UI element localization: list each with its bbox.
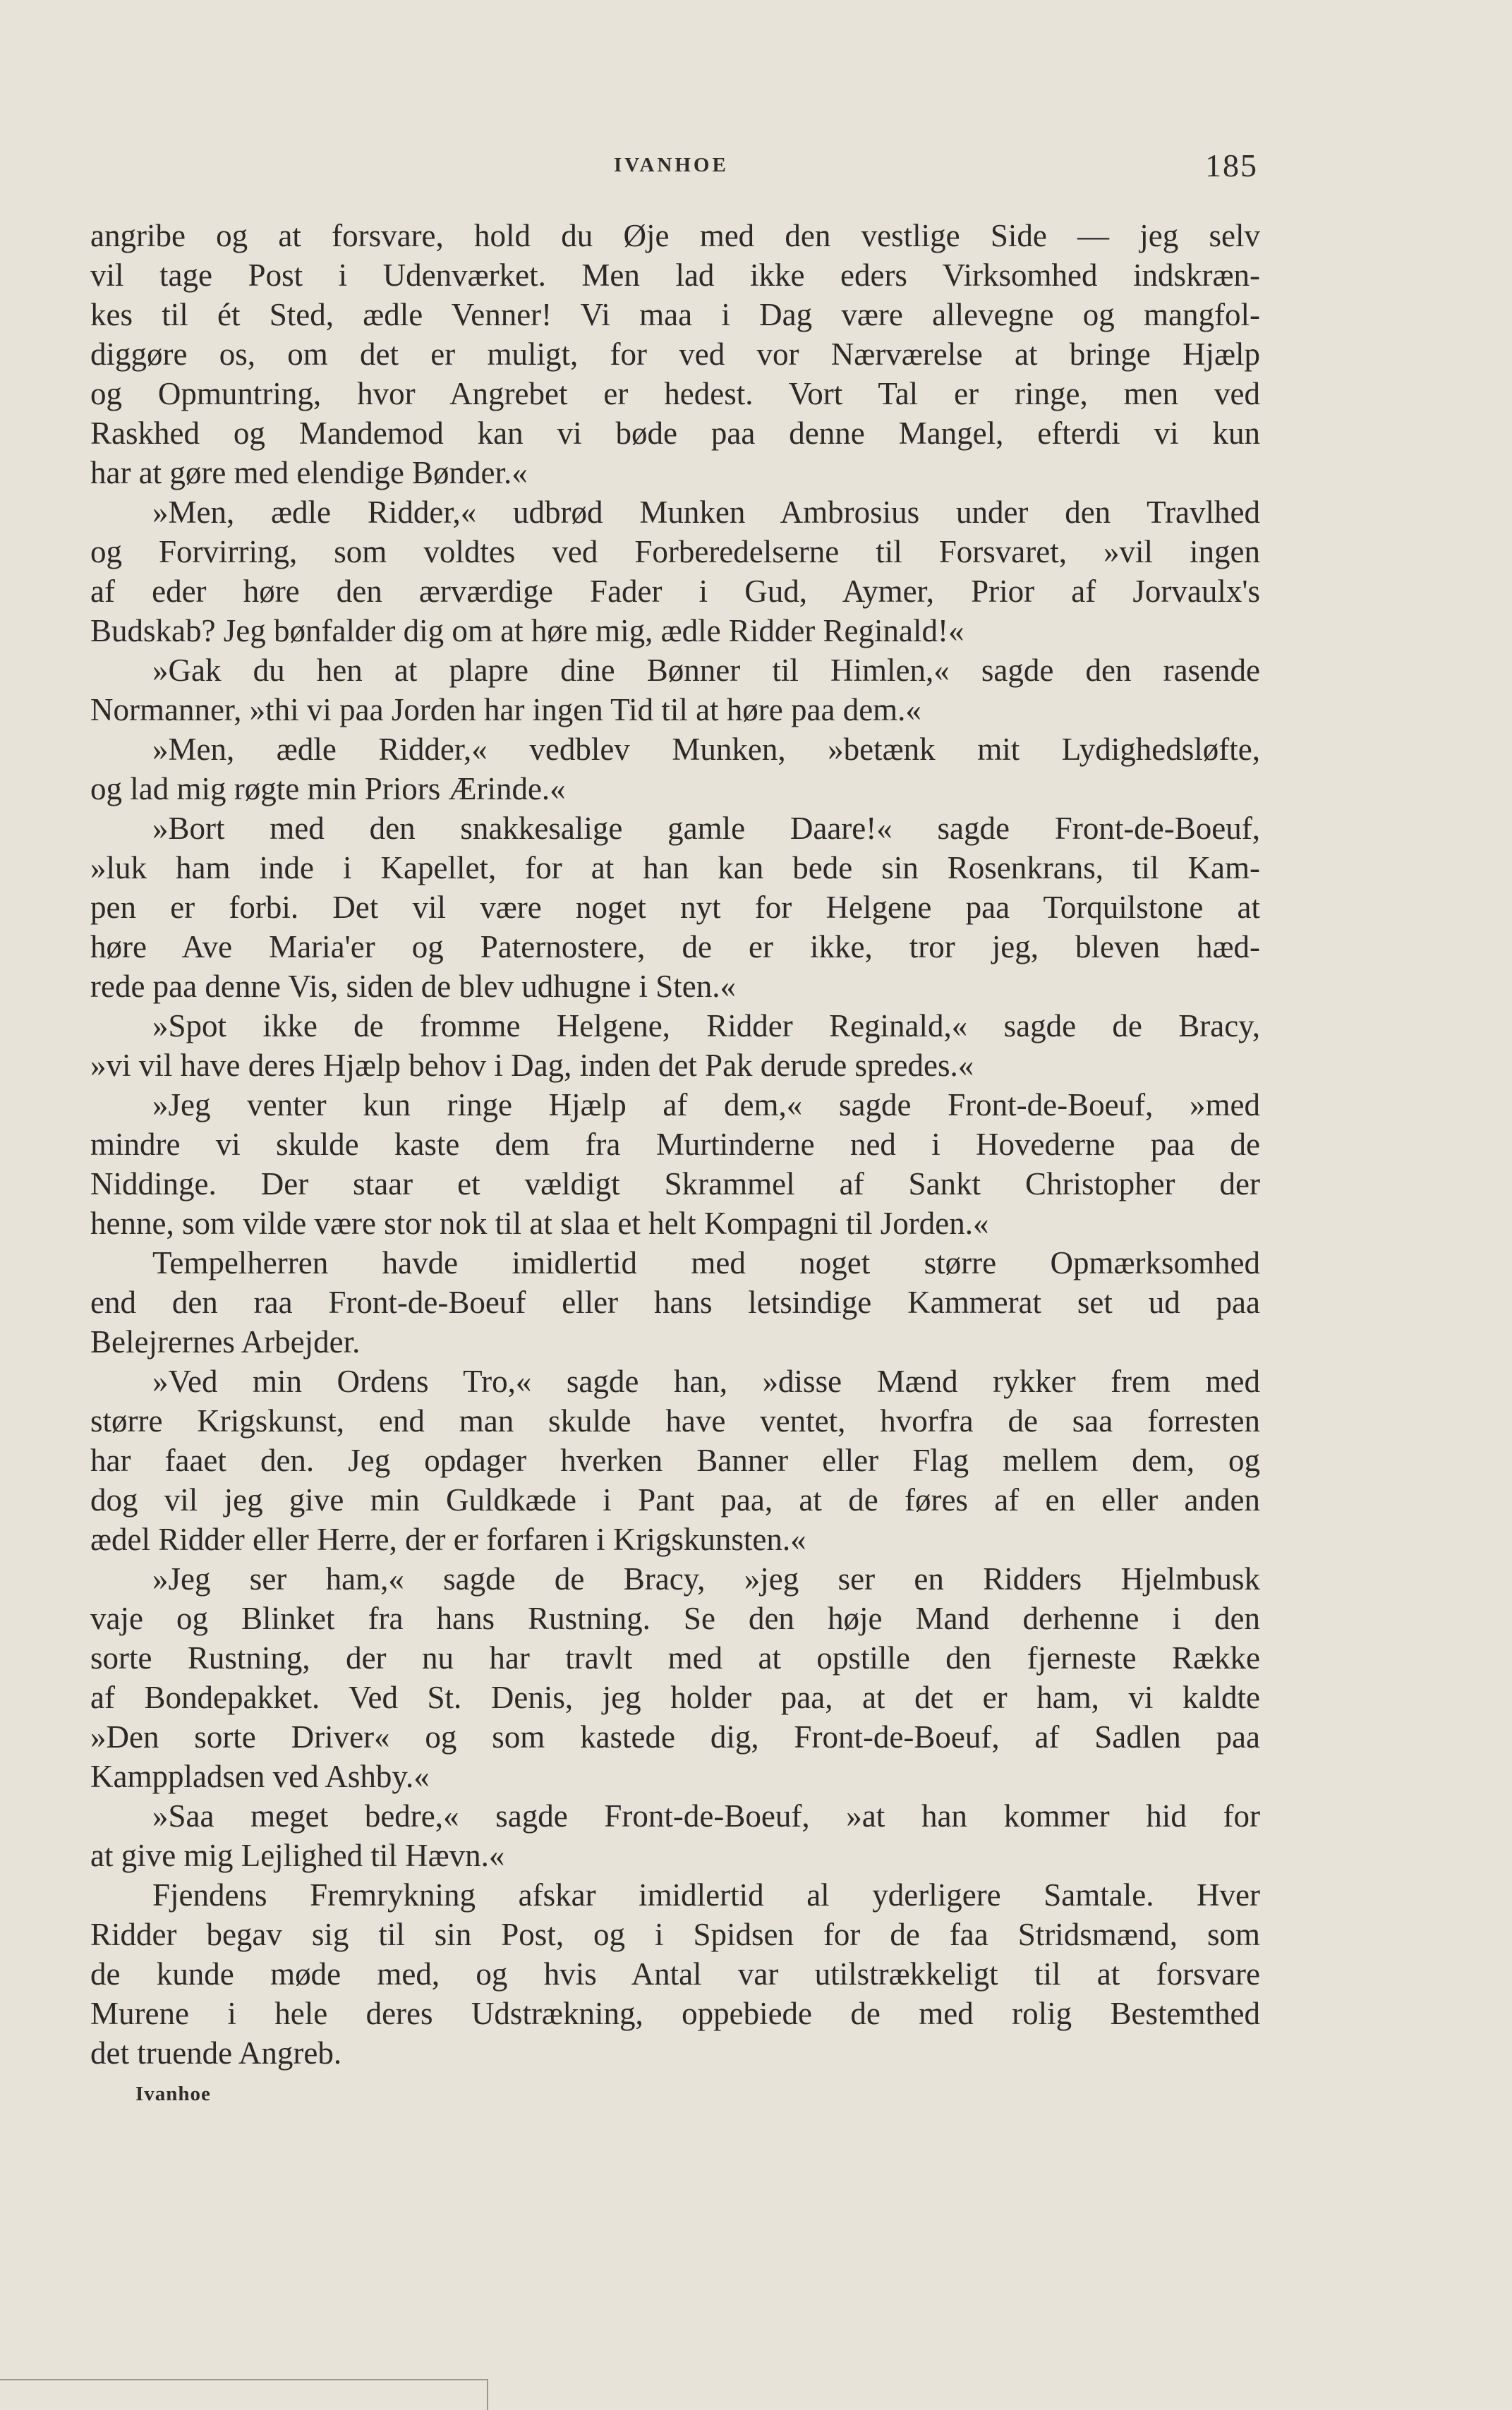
- text-line: pen er forbi. Det vil være noget nyt for Helgene paa Torquilstone at: [90, 890, 1260, 925]
- scan-edge-line-vertical: [487, 2379, 488, 2410]
- text-line: Fjendens Fremrykning afskar imidlertid al yderligere Samtale. Hver: [152, 1877, 1260, 1913]
- text-line: Tempelherren havde imidlertid med noget større Opmærksomhed: [152, 1245, 1260, 1280]
- scan-edge-line: [0, 2379, 487, 2380]
- text-line: diggøre os, om det er muligt, for ved vor Nærværelse at bringe Hjælp: [90, 337, 1260, 372]
- text-line: henne, som vilde være stor nok til at slaa et helt Kompagni til Jorden.«: [90, 1206, 989, 1241]
- text-line: »vi vil have deres Hjælp behov i Dag, inden det Pak derude spredes.«: [90, 1048, 974, 1083]
- text-line: Normanner, »thi vi paa Jorden har ingen Tid til at høre paa dem.«: [90, 692, 921, 727]
- running-title: IVANHOE: [614, 154, 729, 176]
- text-line: mindre vi skulde kaste dem fra Murtinderne ned i Hovederne paa de: [90, 1127, 1260, 1162]
- body-text: [90, 216, 1260, 2073]
- page-number: 185: [1205, 147, 1258, 183]
- text-line: vil tage Post i Udenværket. Men lad ikke eders Virksomhed indskræn-: [90, 258, 1260, 293]
- text-line: og lad mig røgte min Priors Ærinde.«: [90, 771, 566, 806]
- text-line: »Spot ikke de fromme Helgene, Ridder Reginald,« sagde de Bracy,: [152, 1008, 1260, 1043]
- text-line: kes til ét Sted, ædle Venner! Vi maa i Dag være allevegne og mangfol-: [90, 297, 1260, 332]
- text-line: Niddinge. Der staar et vældigt Skrammel af Sankt Christopher der: [90, 1166, 1260, 1201]
- text-line: og Forvirring, som voldtes ved Forberedelserne til Forsvaret, »vil ingen: [90, 534, 1260, 569]
- text-line: »Jeg venter kun ringe Hjælp af dem,« sagde Front-de-Boeuf, »med: [152, 1087, 1260, 1122]
- text-line: end den raa Front-de-Boeuf eller hans letsindige Kammerat set ud paa: [90, 1285, 1260, 1320]
- text-line: »Jeg ser ham,« sagde de Bracy, »jeg ser en Ridders Hjelmbusk: [152, 1561, 1260, 1597]
- text-line: »Men, ædle Ridder,« udbrød Munken Ambrosius under den Travlhed: [152, 495, 1260, 530]
- text-line: ædel Ridder eller Herre, der er forfaren i Krigskunsten.«: [90, 1522, 806, 1557]
- text-line: af eder høre den ærværdige Fader i Gud, Aymer, Prior af Jorvaulx's: [90, 574, 1260, 609]
- text-line: det truende Angreb.: [90, 2035, 342, 2071]
- text-line: at give mig Lejlighed til Hævn.«: [90, 1838, 505, 1873]
- text-line: »Ved min Ordens Tro,« sagde han, »disse Mænd rykker frem med: [152, 1364, 1260, 1399]
- text-line: Raskhed og Mandemod kan vi bøde paa denne Mangel, efterdi vi kun: [90, 416, 1260, 451]
- text-line: »luk ham inde i Kapellet, for at han kan bede sin Rosenkrans, til Kam-: [90, 850, 1260, 885]
- text-line: Belejrernes Arbejder.: [90, 1324, 361, 1360]
- text-line: dog vil jeg give min Guldkæde i Pant paa, at de føres af en eller anden: [90, 1482, 1260, 1518]
- text-line: har faaet den. Jeg opdager hverken Banner eller Flag mellem dem, og: [90, 1443, 1260, 1478]
- text-line: høre Ave Maria'er og Paternostere, de er ikke, tror jeg, bleven hæd-: [90, 929, 1260, 964]
- text-line: angribe og at forsvare, hold du Øje med den vestlige Side — jeg selv: [90, 218, 1260, 253]
- text-line: »Den sorte Driver« og som kastede dig, Front-de-Boeuf, af Sadlen paa: [90, 1719, 1260, 1755]
- printer-signature: Ivanhoe: [135, 2083, 211, 2105]
- text-line: og Opmuntring, hvor Angrebet er hedest. Vort Tal er ringe, men ved: [90, 376, 1260, 411]
- text-line: af Bondepakket. Ved St. Denis, jeg holder paa, at det er ham, vi kaldte: [90, 1680, 1260, 1715]
- text-line: større Krigskunst, end man skulde have ventet, hvorfra de saa forresten: [90, 1403, 1260, 1439]
- text-line: Budskab? Jeg bønfalder dig om at høre mig, ædle Ridder Reginald!«: [90, 613, 964, 648]
- text-line: har at gøre med elendige Bønder.«: [90, 455, 528, 490]
- text-line: de kunde møde med, og hvis Antal var utilstrækkeligt til at forsvare: [90, 1956, 1260, 1992]
- text-line: »Saa meget bedre,« sagde Front-de-Boeuf, »at han kommer hid for: [152, 1798, 1260, 1834]
- text-line: vaje og Blinket fra hans Rustning. Se den høje Mand derhenne i den: [90, 1601, 1260, 1636]
- text-line: »Men, ædle Ridder,« vedblev Munken, »betænk mit Lydighedsløfte,: [152, 732, 1260, 767]
- text-line: »Bort med den snakkesalige gamle Daare!« sagde Front-de-Boeuf,: [152, 811, 1260, 846]
- text-line: Ridder begav sig til sin Post, og i Spidsen for de faa Stridsmænd, som: [90, 1917, 1260, 1952]
- text-line: rede paa denne Vis, siden de blev udhugne i Sten.«: [90, 969, 736, 1004]
- text-line: sorte Rustning, der nu har travlt med at opstille den fjerneste Række: [90, 1640, 1260, 1676]
- text-line: Murene i hele deres Udstrækning, oppebiede de med rolig Bestemthed: [90, 1996, 1260, 2031]
- text-line: Kamppladsen ved Ashby.«: [90, 1759, 430, 1794]
- text-line: »Gak du hen at plapre dine Bønner til Himlen,« sagde den rasende: [152, 653, 1260, 688]
